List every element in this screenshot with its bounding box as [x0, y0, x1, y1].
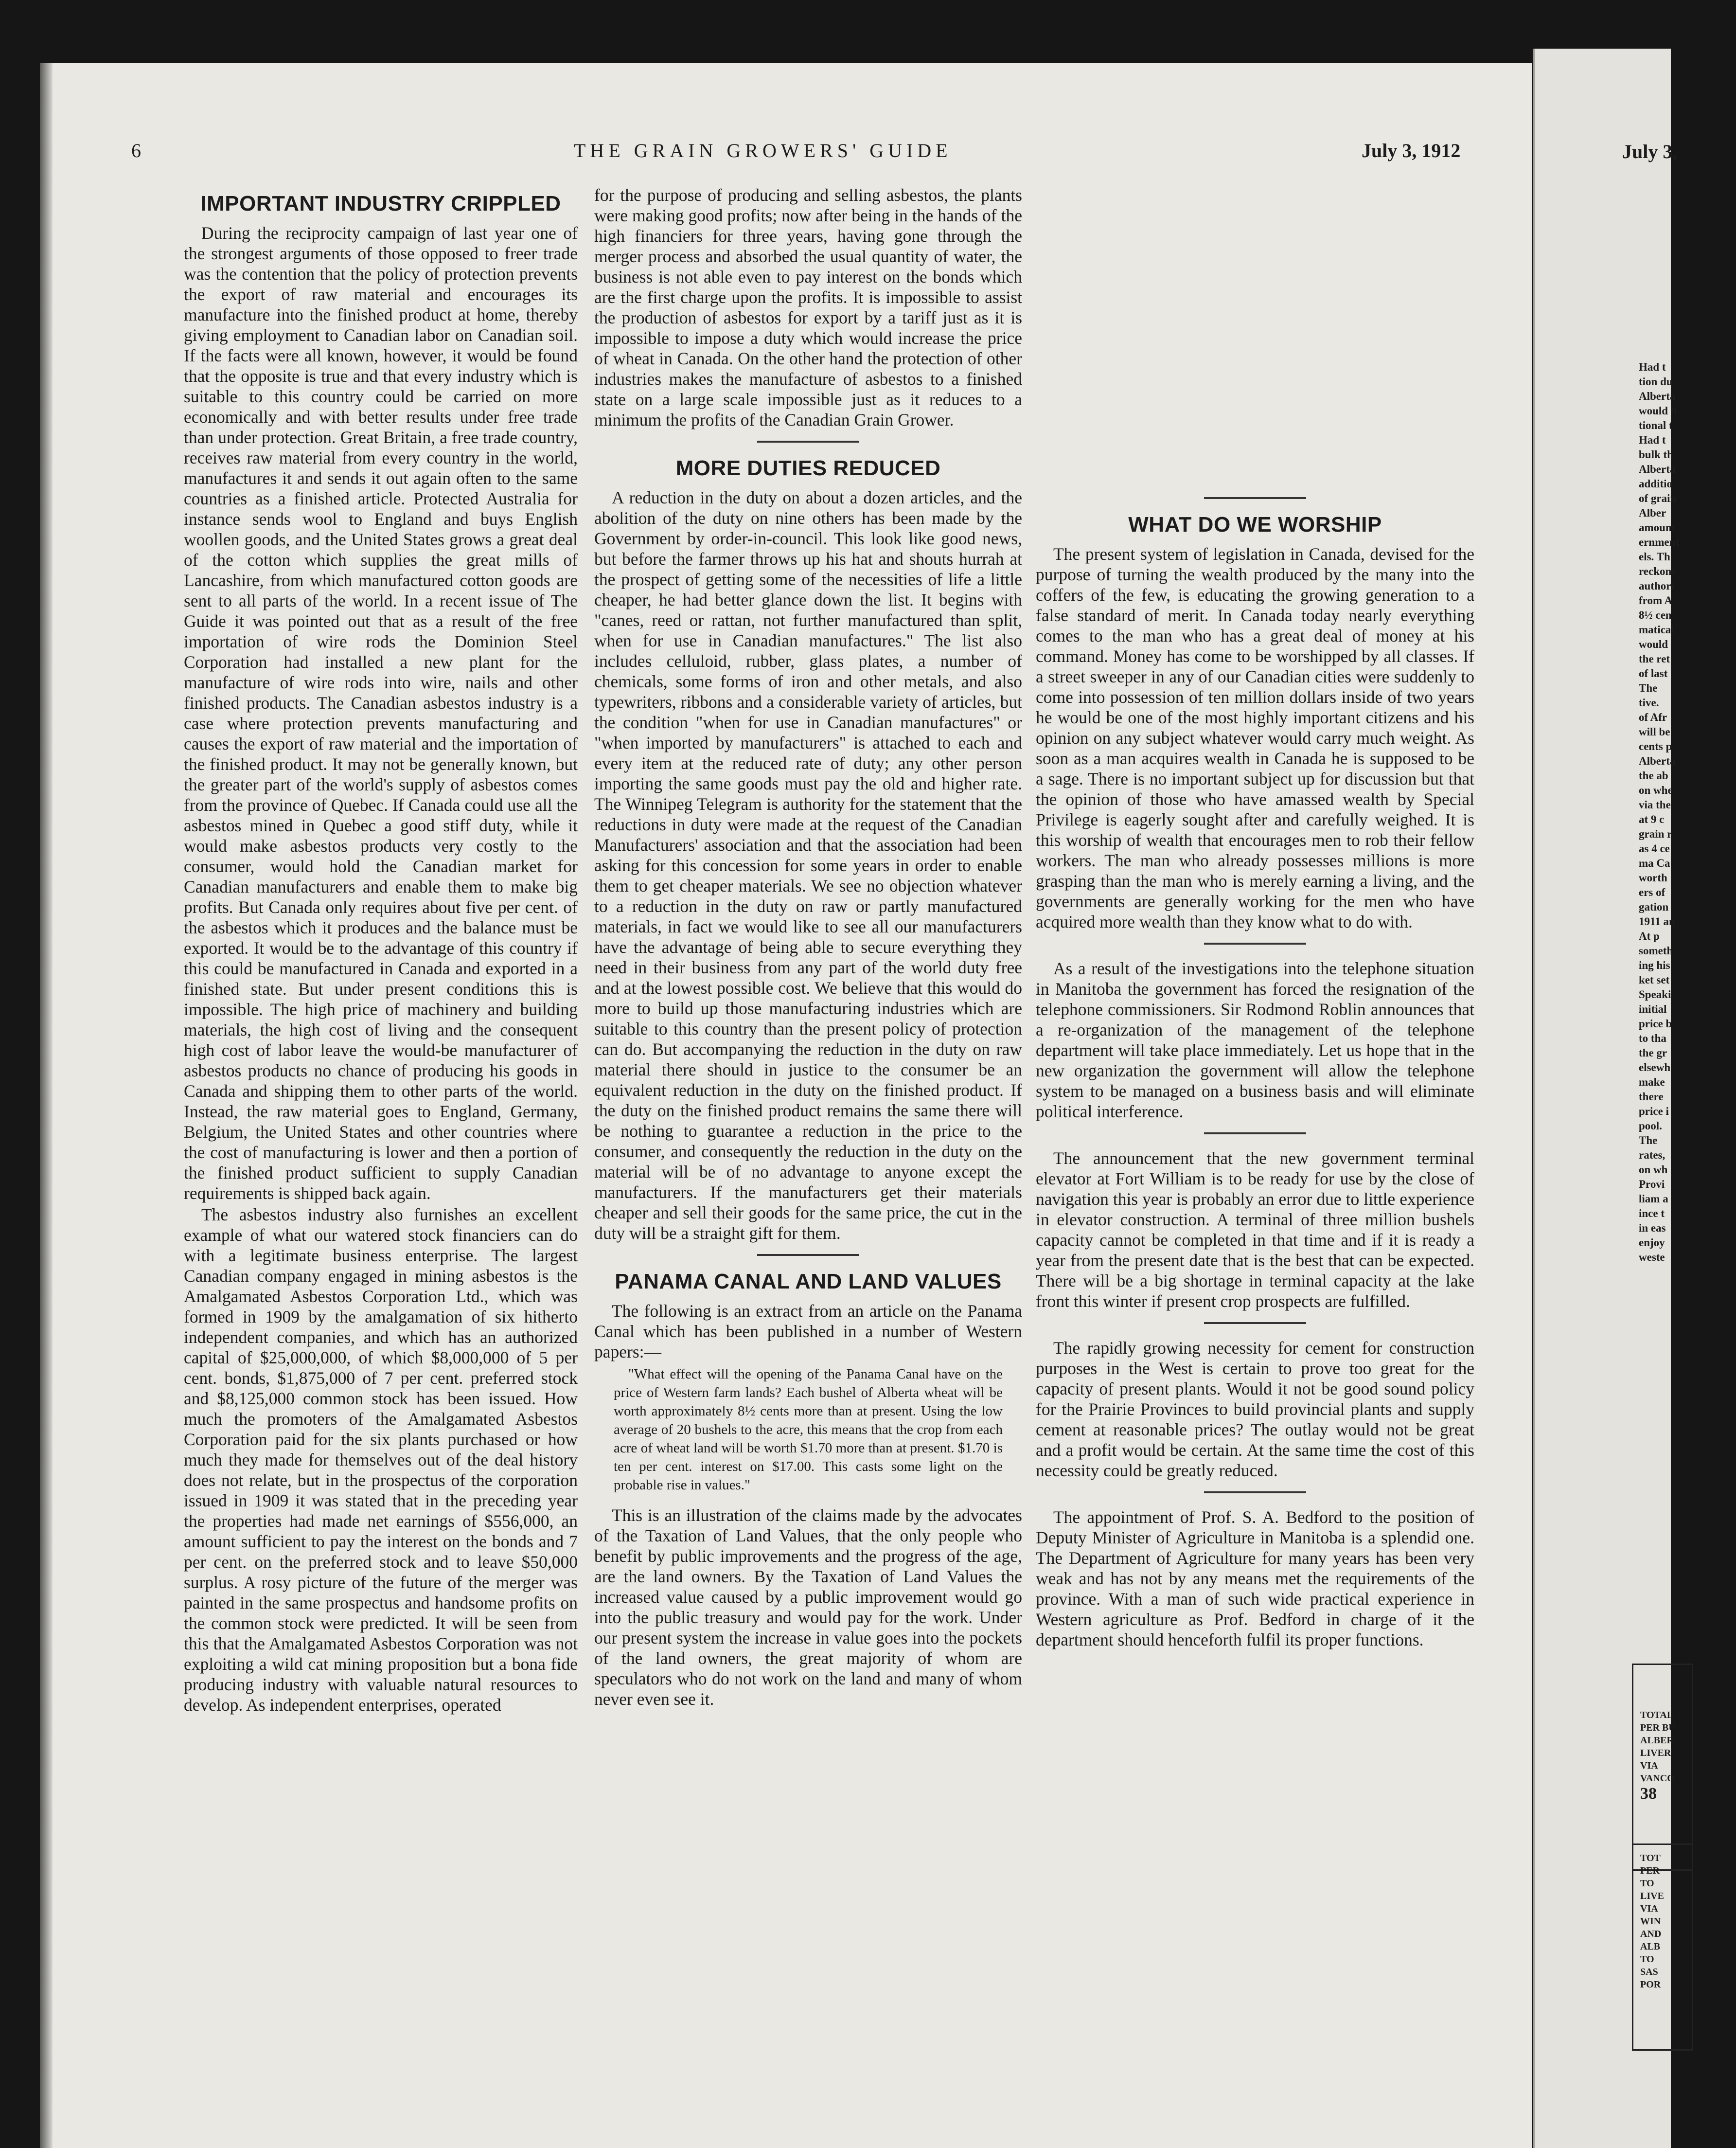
adjacent-page-line: pool. [1639, 1120, 1662, 1132]
map-label [1633, 1665, 1692, 1785]
adjacent-page-line: ernment [1639, 536, 1680, 548]
section-rule [1204, 1132, 1306, 1134]
adjacent-page-line: Alberta [1639, 390, 1676, 402]
adjacent-page-line: Alberta [1639, 463, 1676, 475]
adjacent-page-line: reckone [1639, 565, 1677, 577]
adjacent-page-line: The [1639, 1134, 1658, 1146]
map-label-line: AND [1640, 1929, 1662, 1939]
adjacent-page-line: price i [1639, 1105, 1669, 1117]
adjacent-page-line: the ret [1639, 653, 1670, 665]
article-paragraph: During the reciprocity campaign of last year one of the strongest arguments of those opposed to freer trade was the contention that the policy of protection prevents the export of raw material and encourages its manufacture into the finished product at home, thereby giving employment to Canadian labor on Canadian soil. If the facts were all known, however, it would be found that the opposite is true and that every industry which is suitable to this country could be carried on more economically and with better results under free trade than under protection. Great Britain, a free trade country, receives raw material from every country in the world, manufactures it and sends it out again often to the same countries as a finished article. Protected Australia for instance sends wool to England and buys English woollen goods, and the United States grows a great deal of the cotton which supplies the great mills of Lancashire, from which manufactured cotton goods are sent to all parts of the world. In a recent issue of The Guide it was pointed out that as a result of the free importation of wire rods the Dominion Steel Corporation had installed a new plant for the manufacture of wire rods into wire, nails and other finished products. The Canadian asbestos industry is a case where protection prevents manufacturing and causes the export of raw material and the importation of the finished product. It may not be generally known, but the greater part of the world's supply of asbestos comes from the province of Quebec. If Canada could use all the asbestos mined in Quebec a good stiff duty, while it would make asbestos products very costly to the consumer, would hold the Canadian market for Canadian manufacturers and enable them to make big profits. But Canada only requires about five per cent. of the asbestos which it produces and the balance must be exported. It would be to the advantage of this country if this could be manufactured in Canada and exported in a finished state. But under present conditions this is impossible. The high price of machinery and building materials, the high cost of living and the consequent high cost of labor leave the would-be manufacturer of asbestos products no chance of producing his goods in Canada and shipping them to other parts of the world. Instead, the raw material goes to England, Germany, Belgium, the United States and other countries where the cost of manufacturing is lower and then a portion of the finished product sufficient to supply Canadian requirements is shipped back again. [184, 223, 578, 1203]
adjacent-page-line: Alber [1639, 507, 1666, 519]
map-label-line: WIN [1640, 1916, 1661, 1927]
adjacent-page [1533, 49, 1680, 2148]
column-2 [594, 185, 1022, 1710]
article-paragraph: This is an illustration of the claims made by the advocates of the Taxation of Land Values, that the only people who benefit by public improvements and the progress of the age, are the land owners. By the Taxation of Land Values the increased value caused by a public improvement would go into the public treasury and would pay for the work. Under our present system the increase in value goes into the pockets of the land owners, the great majority of whom are speculators who do not work on the land and many of whom never even see it. [594, 1505, 1022, 1709]
adjacent-page-line: initial [1639, 1003, 1667, 1015]
adjacent-page-line: at 9 c [1639, 813, 1665, 825]
map-label-line: TOT [1640, 1853, 1661, 1863]
adjacent-page-line: liam a [1639, 1193, 1668, 1205]
column-3 [1036, 486, 1474, 1651]
adjacent-page-line: authori [1639, 580, 1674, 592]
article-paragraph: The present system of legislation in Canada, devised for the purpose of turning the wealth produced by the many into the coffers of the few, is educating the growing generation to a false standard of merit. In Canada today nearly everything comes to the man who has a great deal of money at his command. Money has come to be worshipped by all classes. If a street sweeper in any of our Canadian cities were suddenly to come into possession of ten million dollars inside of two years he would be one of the most highly important citizens and his opinion on any subject whatever would carry much weight. As soon as a man acquires wealth in Canada he is supposed to be a sage. There is no important subject up for discussion but that the opinion of those who have amassed wealth by Special Privilege is eagerly sought after and carefully weighed. It is this worship of wealth that encourages men to rob their fellow workers. The man who already possesses millions is more grasping than the man who is merely earning a living, and the governments are generally working for the men who have acquired more wealth than they know what to do with. [1036, 544, 1474, 931]
map-label-line: ALBER [1640, 1735, 1674, 1746]
map-label-line: VIA [1640, 1903, 1658, 1914]
map-label-line: POR [1640, 1979, 1661, 1990]
adjacent-page-line: Speaki [1639, 988, 1671, 1001]
adjacent-page-line: tive. [1639, 697, 1659, 709]
adjacent-page-line: the ab [1639, 770, 1668, 782]
adjacent-page-line: The [1639, 682, 1658, 694]
adjacent-page-line: Alberta [1639, 755, 1676, 767]
adjacent-page-line: price b [1639, 1018, 1672, 1030]
column-1 [184, 185, 578, 1716]
adjacent-page-line: as 4 ce [1639, 842, 1670, 855]
map-label-line: ALB [1640, 1941, 1661, 1952]
article-paragraph: As a result of the investigations into the telephone situation in Manitoba the government has forced the resignation of the telephone commissioners. Sir Rodmond Roblin announces that a re-organization of the management of the telephone department will take place immediately. Let us hope that in the new organization the government will allow the telephone system to be managed on a business basis and will eliminate political interference. [1036, 959, 1474, 1121]
adjacent-page-map-1 [1632, 1664, 1693, 1871]
map-label-line: LIVE [1640, 1891, 1664, 1901]
adjacent-page-date: July 3, [1622, 141, 1678, 162]
article-title-duties: MORE DUTIES REDUCED [675, 456, 941, 480]
adjacent-page-line: on whe [1639, 784, 1673, 796]
adjacent-page-line: weste [1639, 1251, 1665, 1263]
section-rule [757, 1254, 859, 1256]
section-rule [1204, 1322, 1306, 1324]
block-quote [614, 1365, 1003, 1494]
adjacent-page-line: Had t [1639, 361, 1666, 373]
adjacent-page-line: make [1639, 1076, 1665, 1088]
article-paragraph: for the purpose of producing and selling asbestos, the plants were making good profits; now after being in the hands of the high financiers for three years, having gone through the merger process and absorbed the usual quantity of water, the business is not able even to pay interest on the bonds which are the first charge upon the profits. It is impossible to assist the production of asbestos for export by a tariff just as it is impossible to impose a duty which would increase the price of wheat in Canada. On the other hand the protection of other industries makes the manufacture of asbestos to a finished state on a large scale impossible just as it reduces to a minimum the profits of the Canadian Grain Grower. [594, 185, 1022, 430]
adjacent-page-line: would h [1639, 405, 1677, 417]
article-paragraph: The announcement that the new government terminal elevator at Fort William is to be ready for use by the close of navigation this year is probably an error due to little experience in elevator construction. A terminal of three million bushels capacity cannot be completed in that time and if it is ready a year from the present date that is the best that can be expected. There will be a big shortage in terminal capacity at the lake front this winter if present crop prospects are fulfilled. [1036, 1148, 1474, 1311]
section-rule [757, 441, 859, 443]
map-label-line: VANCO [1640, 1773, 1675, 1784]
adjacent-page-map-2 [1632, 1844, 1693, 2051]
map-label-line: SAS [1640, 1967, 1658, 1977]
adjacent-page-line: worth [1639, 872, 1667, 884]
article-paragraph: The appointment of Prof. S. A. Bedford to the position of Deputy Minister of Agriculture in Manitoba is a splendid one. The Department of Agriculture for many years has been very weak and has not by any means met the requirements of the province. With a man of such wide practical experience in Western agriculture as Prof. Bedford in charge of it the department should henceforth fulfil its proper functions. [1036, 1507, 1474, 1649]
adjacent-page-line: bulk th [1639, 448, 1673, 461]
map-label [1633, 1845, 1692, 1991]
article-paragraph: The following is an extract from an article on the Panama Canal which has been published in a number of Western papers:— [594, 1301, 1022, 1361]
adjacent-page-line: ing his [1639, 959, 1670, 971]
adjacent-page-line: Provi [1639, 1178, 1665, 1190]
article-paragraph: The asbestos industry also furnishes an excellent example of what our watered stock financiers can do with a legitimate business enterprise. The largest Canadian company engaged in mining asbestos is the Amalgamated Asbestos Corporation Ltd., which was formed in 1909 by the amalgamation of six hitherto independent companies, and which has an authorized capital of $25,000,000, of which $8,000,000 of 5 per cent. bonds, $1,875,000 of 7 per cent. preferred stock and $8,125,000 common stock has been issued. How much the promoters of the Amalgamated Asbestos Corporation paid for the six plants purchased or how much they made for themselves out of the deal history does not relate, but in the prospectus of the corporation issued in 1909 it was stated that in the preceding year the properties had made net earnings of $556,000, an amount sufficient to pay the interest on the bonds and 7 per cent. on the preferred stock and to leave $50,000 surplus. A rosy picture of the future of the merger was painted in the same prospectus and handsome profits on the common stock were predicted. It will be seen from this that the Amalgamated Asbestos Corporation was not exploiting a wild cat mining proposition but a bona fide producing industry with valuable natural resources to develop. As independent enterprises, operated [184, 1205, 578, 1715]
adjacent-page-line: matical [1639, 624, 1674, 636]
section-rule [1204, 1491, 1306, 1493]
adjacent-page-line: gation [1639, 901, 1669, 913]
map-label-line: VIA [1640, 1760, 1658, 1771]
journal-title: THE GRAIN GROWERS' GUIDE [574, 140, 952, 161]
adjacent-page-line: tional t [1639, 419, 1673, 431]
adjacent-page-line: on wh [1639, 1164, 1668, 1176]
adjacent-page-line: enjoy [1639, 1236, 1665, 1249]
adjacent-page-line: the gr [1639, 1047, 1667, 1059]
quote-text: "What effect will the opening of the Panama Canal have on the price of Western farm lands? Each bushel of Alberta wheat will be worth approximately 8½ cents more than at present. Using the low average of 20 bushels to the acre, this means that the crop from each acre of wheat land will be worth $1.70 more than at present. $1.70 is ten per cent. interest on $17.00. This casts some light on the probable rise in values." [614, 1366, 1003, 1493]
adjacent-page-line: rates, [1639, 1149, 1665, 1161]
adjacent-page-line: ma Ca [1639, 857, 1670, 869]
article-title-crippled: IMPORTANT INDUSTRY CRIPPLED [200, 192, 561, 215]
adjacent-page-line: ince t [1639, 1207, 1665, 1219]
page-number: 6 [131, 140, 141, 161]
issue-date: July 3, 1912 [1362, 140, 1461, 161]
article-title-worship: WHAT DO WE WORSHIP [1128, 513, 1382, 537]
adjacent-page-line: elsewh [1639, 1061, 1671, 1074]
article-paragraph: A reduction in the duty on about a dozen articles, and the abolition of the duty on nine others has been made by the Government by order-in-council. This look like good news, but before the farmer throws up his hat and shouts hurrah at the prospect of getting some of the necessities of life a little cheaper, he had better glance down the list. It begins with "canes, reed or rattan, not further manufactured than split, when for use in Canadian manufactures." The list also includes celluloid, rubber, glass plates, a number of chemicals, some forms of iron and other metals, and also typewriters, ribbons and a considerable variety of articles, but the condition "when for use in Canadian manufactures" or "when imported by manufacturers" is attached to each and every item at the reduced rate of duty; any other person importing the same goods must pay the old and higher rate. The Winnipeg Telegram is authority for the statement that the reductions in duty were made at the request of the Canadian Manufacturers' association and that the association had been asking for this concession for some years in order to enable them to get cheaper materials. We see no objection whatever to a reduction in the duty on raw or partly manufactured materials, in fact we would like to see all our manufacturers have the advantage of being able to secure everything they need in their business from any part of the world duty free and at the lowest possible cost. We believe that this would do more to build up those manufacturing industries which are suitable to this country than the present policy of protection can do. But accompanying the reduction in the duty on raw material there should in justice to the consumer be an equivalent reduction in the duty on the finished product. If the duty on the finished product remains the same there will be nothing to guarantee a reduction in the price to the consumer, and consequently the reduction in the duty on the material will be of no advantage to anyone except the manufacturers. If the manufacturers get their materials cheaper and sell their goods for the same price, the cut in the duty will be a straight gift for them. [594, 488, 1022, 1243]
map-label-line: PER [1640, 1865, 1660, 1876]
adjacent-page-line: of last [1639, 667, 1668, 680]
map-label-line: TO [1640, 1878, 1654, 1889]
adjacent-page-line: via the [1639, 799, 1671, 811]
adjacent-page-line: 8½ cen [1639, 609, 1672, 621]
adjacent-page-line: 1911 an [1639, 915, 1675, 928]
adjacent-page-line: els. Th [1639, 551, 1670, 563]
article-title-panama: PANAMA CANAL AND LAND VALUES [615, 1270, 1002, 1293]
adjacent-page-line: At p [1639, 930, 1660, 942]
map-label-line: LIVER [1640, 1748, 1671, 1758]
map-label-line: TO [1640, 1954, 1654, 1965]
adjacent-page-line: ket set [1639, 974, 1670, 986]
adjacent-page-line: cents p [1639, 740, 1672, 752]
map-value: 38 [1640, 1785, 1657, 1803]
map-label-line: PER BU [1640, 1722, 1676, 1733]
adjacent-page-line: of Afr [1639, 711, 1667, 723]
adjacent-page-text [1639, 360, 1736, 1265]
adjacent-page-line: grain r [1639, 828, 1672, 840]
adjacent-page-line: of grain [1639, 492, 1677, 504]
adjacent-page-line: additio [1639, 478, 1673, 490]
adjacent-page-line: there [1639, 1091, 1664, 1103]
adjacent-page-line: Had t [1639, 434, 1666, 446]
section-rule [1204, 943, 1306, 945]
adjacent-page-line: in eas [1639, 1222, 1666, 1234]
adjacent-page-line: would [1639, 638, 1668, 650]
article-paragraph: The rapidly growing necessity for cement for construction purposes in the West is certain to prove too great for the capacity of present plants. Would it not be good sound policy for the Prairie Provinces to build provincial plants and supply cement at reasonable prices? The outlay would not be great and a profit would be certain. At the same time the cost of this necessity could be greatly reduced. [1036, 1338, 1474, 1480]
adjacent-page-line: tion du [1639, 376, 1673, 388]
section-rule [1204, 497, 1306, 499]
map-label-line: TOTAL [1640, 1710, 1674, 1720]
adjacent-page-line: from A [1639, 594, 1673, 607]
adjacent-page-line: will be [1639, 726, 1670, 738]
adjacent-page-line: ers of [1639, 886, 1665, 898]
adjacent-page-line: amount [1639, 521, 1676, 534]
adjacent-page-line: to tha [1639, 1032, 1666, 1044]
adjacent-page-line: someth [1639, 945, 1673, 957]
